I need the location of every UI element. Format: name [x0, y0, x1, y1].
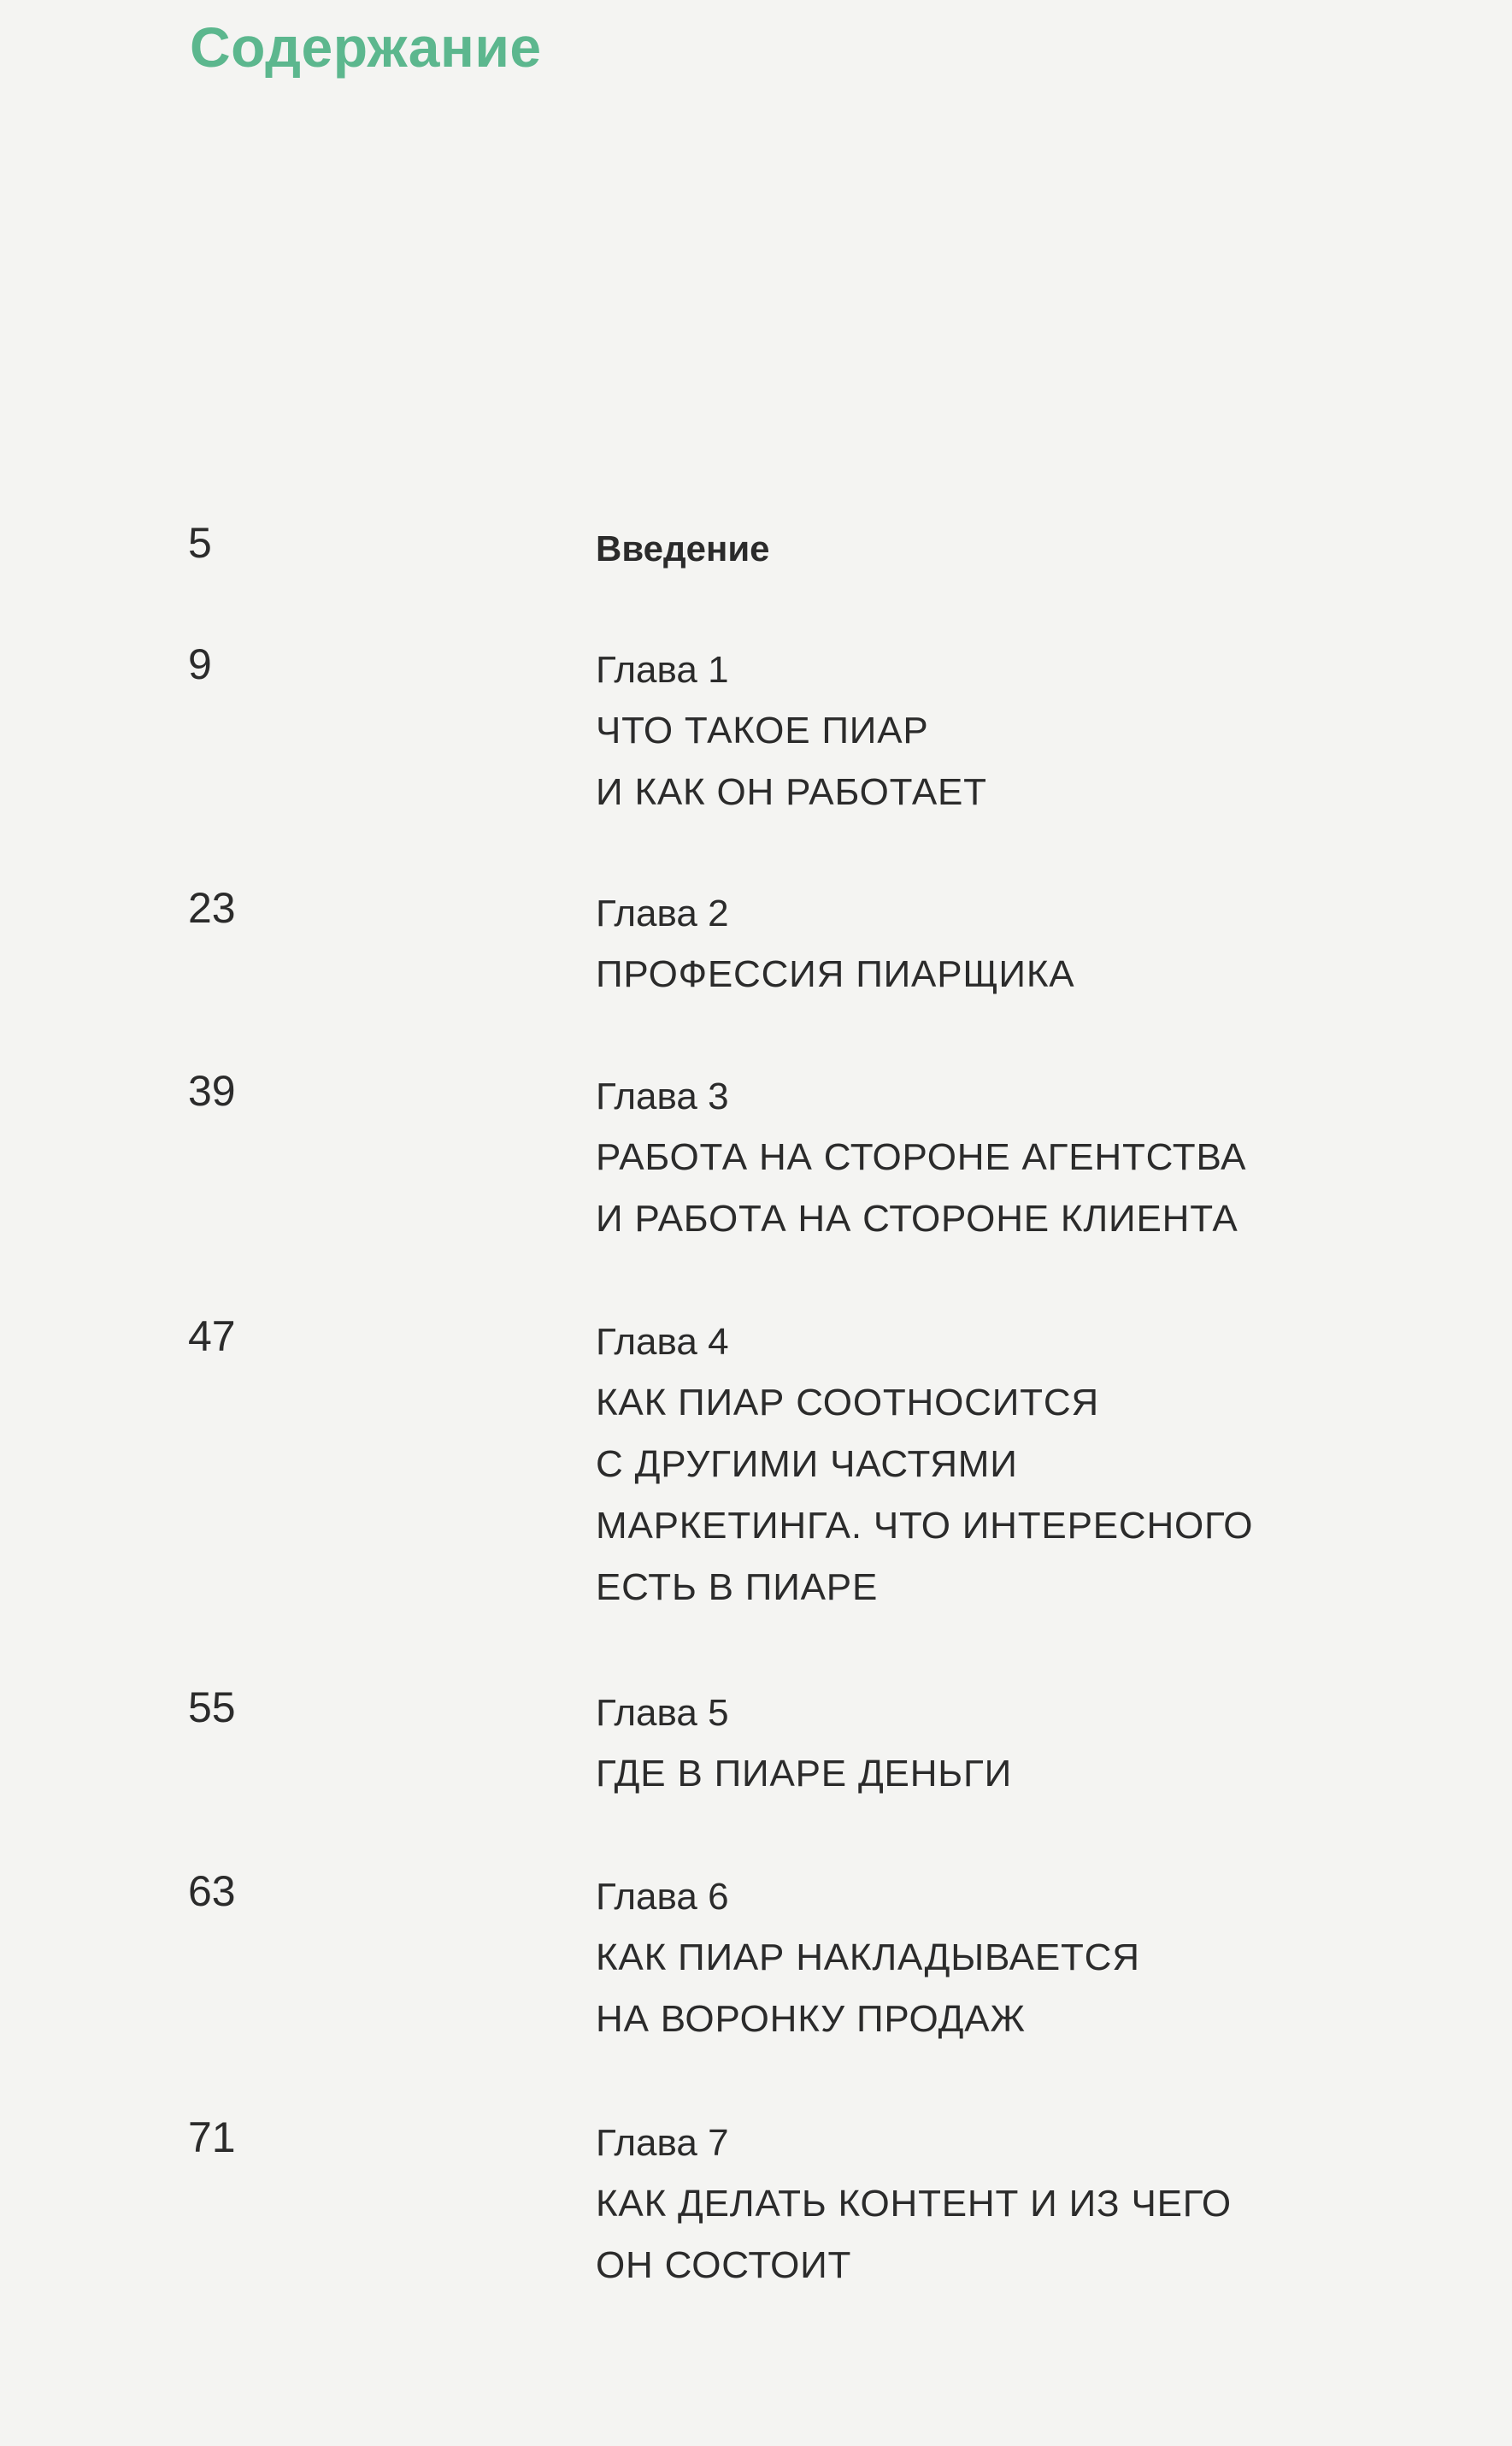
chapter-title-line: ЕСТЬ В ПИАРЕ [596, 1566, 879, 1608]
chapter-title-line: КАК ПИАР НАКЛАДЫВАЕТСЯ [596, 1936, 1140, 1978]
toc-entry-body [596, 884, 1365, 1005]
toc-page-number: 47 [188, 1312, 236, 1360]
chapter-title-line: КАК ДЕЛАТЬ КОНТЕНТ И ИЗ ЧЕГО [596, 2183, 1232, 2225]
chapter-title-line: И КАК ОН РАБОТАЕТ [596, 771, 987, 813]
toc-entry-body [596, 1067, 1365, 1250]
toc-page-number: 63 [188, 1867, 236, 1915]
toc-page-number: 9 [188, 640, 212, 688]
toc-entry-body [596, 2113, 1365, 2296]
chapter-label: Глава 2 [596, 893, 729, 934]
toc-page-number: 39 [188, 1067, 236, 1115]
chapter-title-line: ПРОФЕССИЯ ПИАРЩИКА [596, 953, 1075, 995]
toc-entry-body [596, 519, 1365, 579]
chapter-title-line: КАК ПИАР СООТНОСИТСЯ [596, 1382, 1099, 1423]
toc-entry-body [596, 1683, 1365, 1805]
toc-page-number: 5 [188, 519, 212, 567]
chapter-title-line: И РАБОТА НА СТОРОНЕ КЛИЕНТА [596, 1198, 1238, 1240]
page-title: Содержание [190, 15, 542, 79]
toc-entry-body [596, 1867, 1365, 2050]
chapter-title-line: НА ВОРОНКУ ПРОДАЖ [596, 1998, 1026, 2040]
chapter-label: Глава 7 [596, 2122, 729, 2164]
toc-intro-label: Введение [596, 528, 770, 569]
toc-page-number: 71 [188, 2113, 236, 2161]
chapter-label: Глава 3 [596, 1076, 729, 1117]
chapter-title-line: ОН СОСТОИТ [596, 2244, 852, 2286]
chapter-title-line: ГДЕ В ПИАРЕ ДЕНЬГИ [596, 1753, 1012, 1795]
chapter-label: Глава 5 [596, 1692, 729, 1734]
toc-page-number: 55 [188, 1683, 236, 1731]
chapter-label: Глава 6 [596, 1876, 729, 1918]
toc-entry-body [596, 640, 1365, 823]
chapter-label: Глава 1 [596, 649, 729, 691]
chapter-title-line: РАБОТА НА СТОРОНЕ АГЕНТСТВА [596, 1136, 1247, 1178]
chapter-label: Глава 4 [596, 1321, 729, 1363]
toc-page-number: 23 [188, 884, 236, 932]
toc-entry-body [596, 1312, 1365, 1618]
chapter-title-line: С ДРУГИМИ ЧАСТЯМИ [596, 1443, 1018, 1485]
chapter-title-line: МАРКЕТИНГА. ЧТО ИНТЕРЕСНОГО [596, 1505, 1254, 1547]
chapter-title-line: ЧТО ТАКОЕ ПИАР [596, 710, 929, 751]
